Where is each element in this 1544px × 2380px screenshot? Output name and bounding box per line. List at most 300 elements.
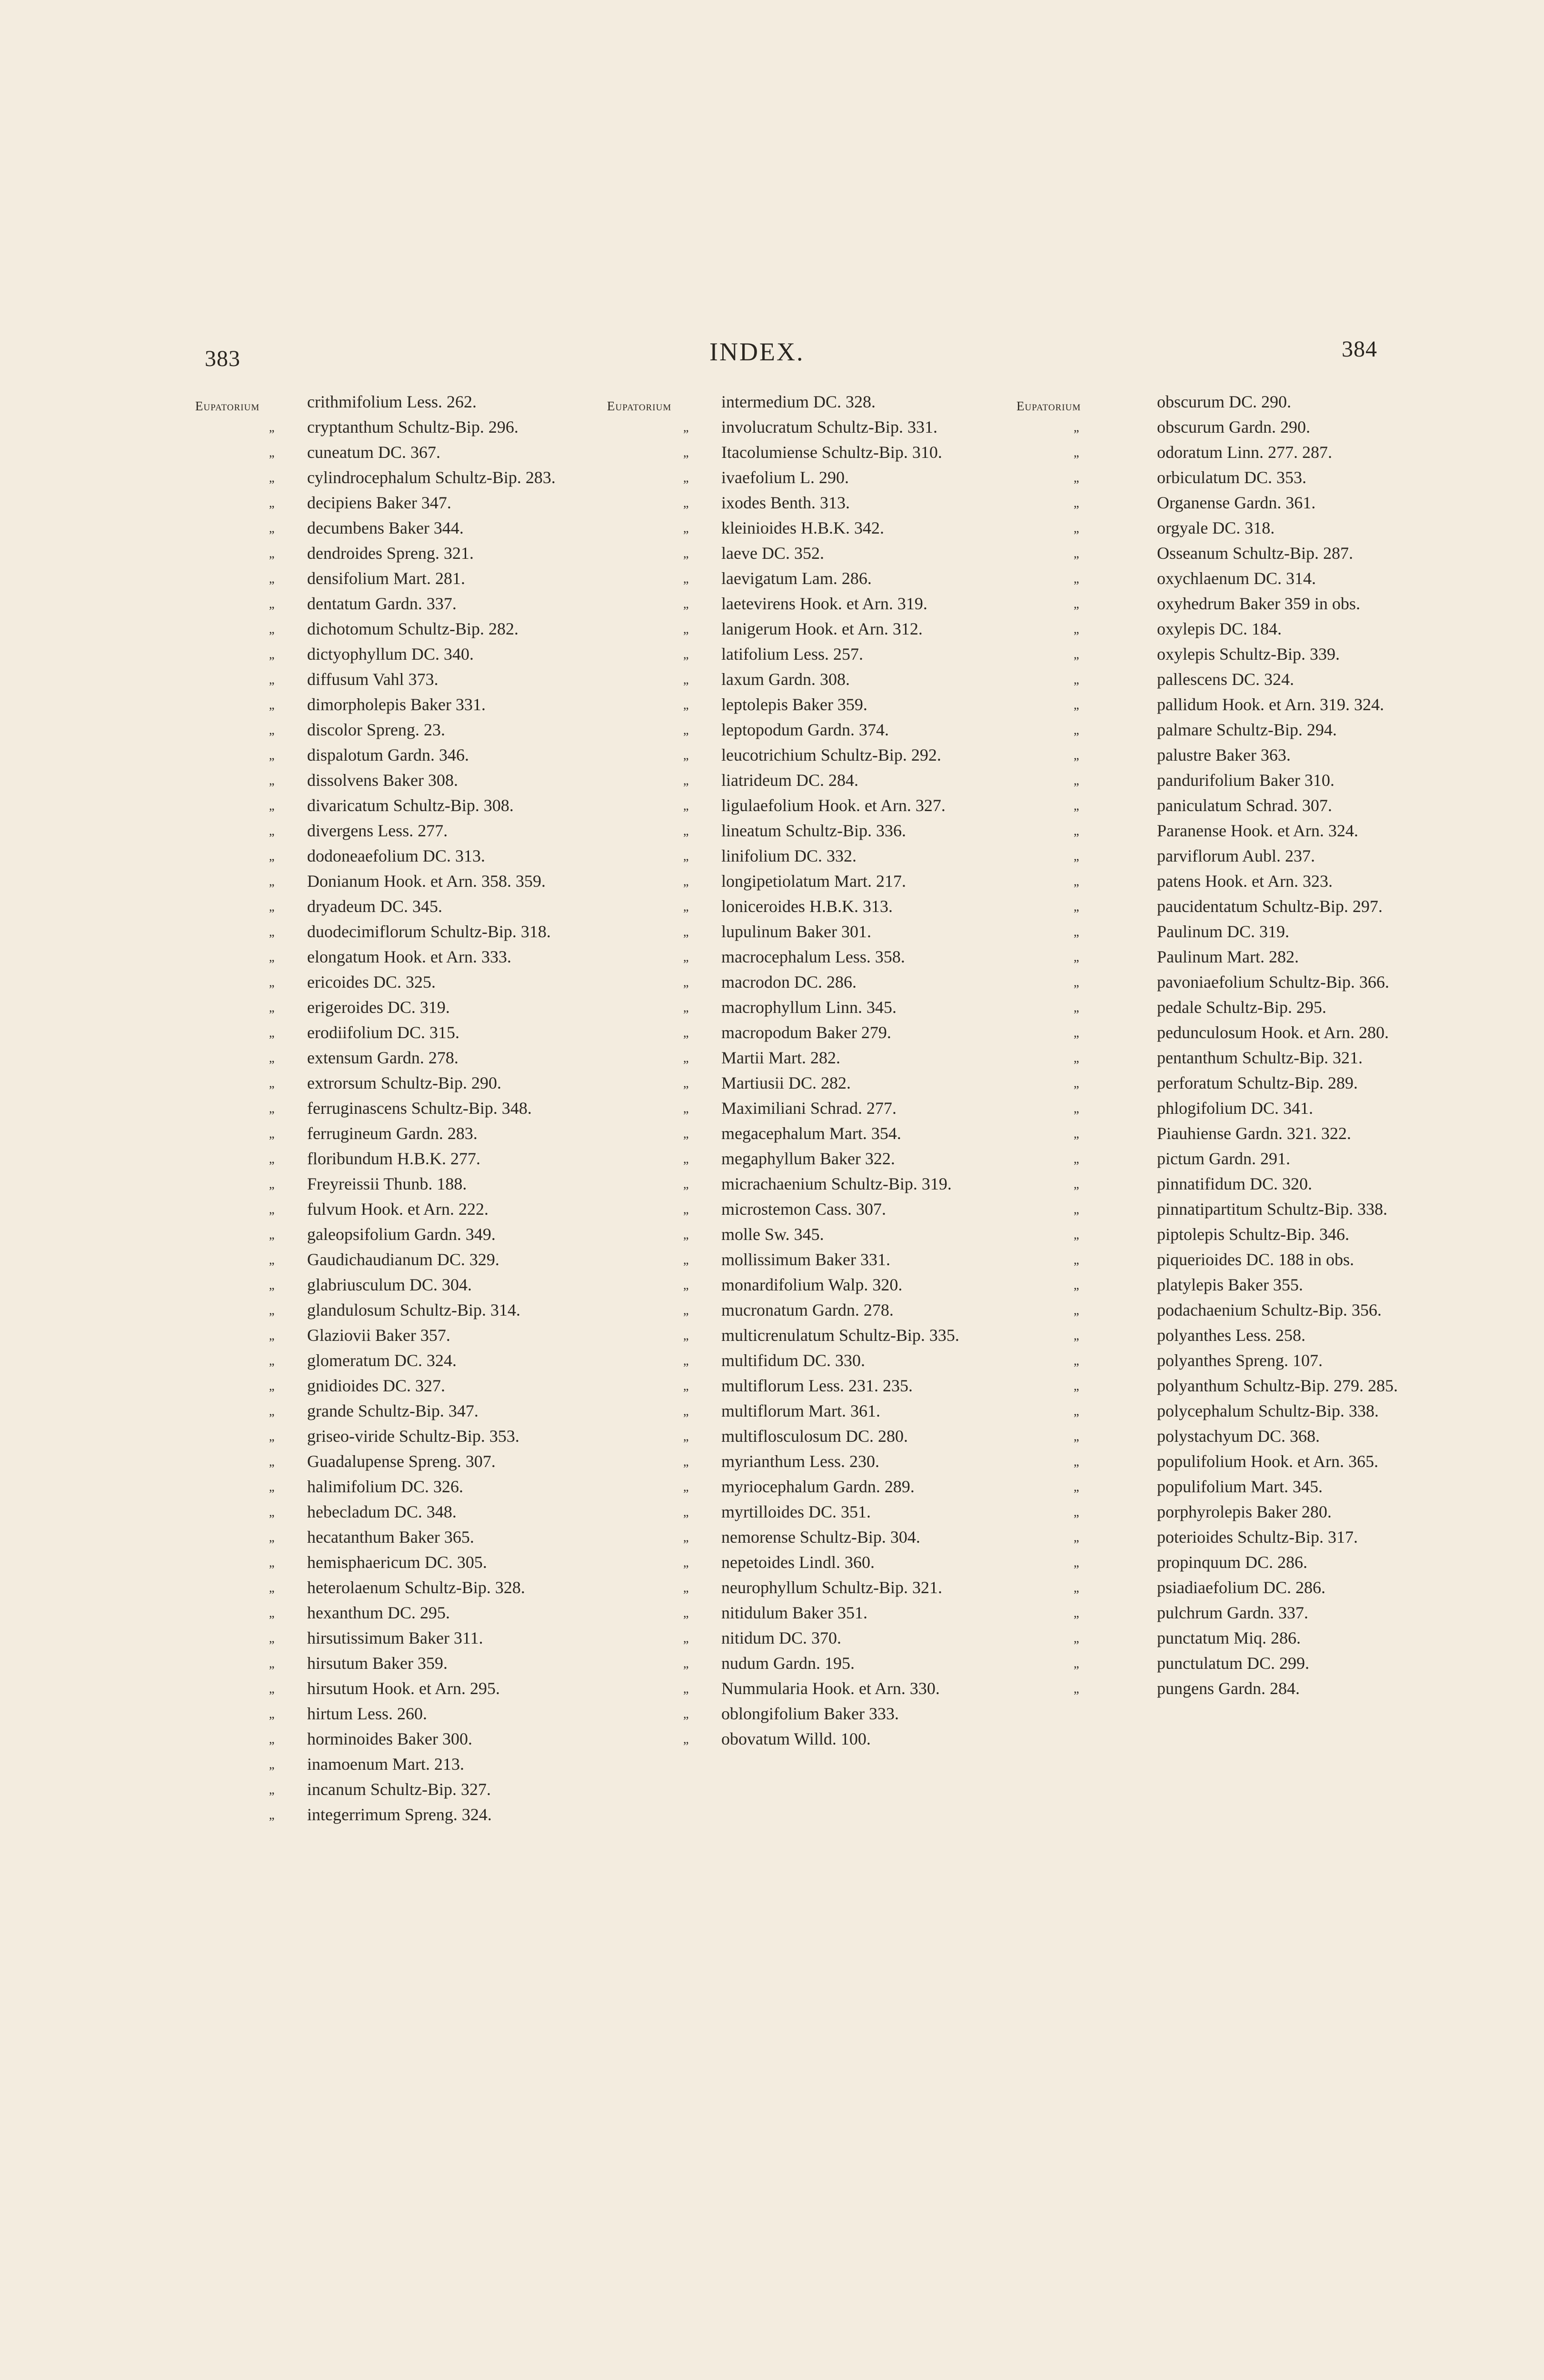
entry-text: divaricatum Schultz-Bip. 308. [307, 796, 514, 815]
ditto-mark: „ [683, 799, 689, 813]
entry-text: pentanthum Schultz-Bip. 321. [1157, 1048, 1363, 1067]
index-entry [195, 1726, 595, 1752]
index-entry [195, 944, 595, 970]
entry-text: nitidum DC. 370. [721, 1628, 842, 1647]
index-entry [195, 616, 595, 642]
genus-label: Eupatorium [1016, 399, 1081, 413]
index-entry [1024, 1600, 1424, 1626]
ditto-mark: „ [269, 698, 275, 712]
ditto-mark: „ [683, 1228, 689, 1241]
entry-text: hirtum Less. 260. [307, 1704, 427, 1723]
ditto-mark: „ [1074, 647, 1079, 661]
entry-text: laxum Gardn. 308. [721, 670, 850, 689]
index-entry [1024, 1197, 1424, 1222]
ditto-mark: „ [269, 1429, 275, 1443]
entry-text: multiflosculosum DC. 280. [721, 1427, 908, 1446]
entry-text: Donianum Hook. et Arn. 358. 359. [307, 872, 546, 891]
ditto-mark: „ [683, 1152, 689, 1166]
index-entry [607, 1373, 1007, 1398]
index-entry [607, 1197, 1007, 1222]
index-entry [607, 616, 1007, 642]
ditto-mark: „ [1074, 471, 1079, 485]
entry-text: kleinioides H.B.K. 342. [721, 518, 884, 537]
entry-text: pavoniaefolium Schultz-Bip. 366. [1157, 972, 1389, 992]
entry-text: orbiculatum DC. 353. [1157, 468, 1306, 487]
ditto-mark: „ [1074, 1581, 1079, 1595]
index-entry [1024, 440, 1424, 465]
entry-text: macrodon DC. 286. [721, 972, 857, 992]
index-entry [607, 566, 1007, 591]
entry-text: elongatum Hook. et Arn. 333. [307, 947, 511, 966]
index-entry [607, 1575, 1007, 1600]
entry-text: extrorsum Schultz-Bip. 290. [307, 1073, 501, 1092]
index-entry [1024, 1171, 1424, 1197]
entry-text: galeopsifolium Gardn. 349. [307, 1225, 496, 1244]
index-entry [195, 1398, 595, 1424]
ditto-mark: „ [269, 622, 275, 636]
ditto-mark: „ [269, 471, 275, 485]
ditto-mark: „ [683, 1429, 689, 1443]
index-entry [1024, 1651, 1424, 1676]
index-entry [607, 843, 1007, 869]
ditto-mark: „ [269, 1505, 275, 1519]
ditto-mark: „ [269, 1253, 275, 1267]
index-entry [1024, 1298, 1424, 1323]
index-entry [1024, 642, 1424, 667]
ditto-mark: „ [683, 1177, 689, 1191]
entry-text: diffusum Vahl 373. [307, 670, 438, 689]
index-entry [195, 768, 595, 793]
ditto-mark: „ [269, 1303, 275, 1317]
index-entry [1024, 1348, 1424, 1373]
index-entry [195, 1146, 595, 1171]
index-entry [1024, 894, 1424, 919]
ditto-mark: „ [683, 446, 689, 459]
index-entry [195, 1298, 595, 1323]
index-entry [607, 1222, 1007, 1247]
entry-text: lanigerum Hook. et Arn. 312. [721, 619, 923, 638]
ditto-mark: „ [1074, 597, 1079, 611]
ditto-mark: „ [1074, 1127, 1079, 1140]
entry-text: horminoides Baker 300. [307, 1729, 472, 1748]
entry-text: populifolium Hook. et Arn. 365. [1157, 1452, 1378, 1471]
entry-text: polystachyum DC. 368. [1157, 1427, 1320, 1446]
ditto-mark: „ [1074, 1001, 1079, 1014]
index-entry [1024, 1525, 1424, 1550]
ditto-mark: „ [269, 1656, 275, 1670]
entry-text: cryptanthum Schultz-Bip. 296. [307, 417, 518, 436]
entry-text: myriocephalum Gardn. 289. [721, 1477, 915, 1496]
entry-text: ferruginascens Schultz-Bip. 348. [307, 1099, 532, 1118]
entry-text: neurophyllum Schultz-Bip. 321. [721, 1578, 942, 1597]
index-entry [607, 642, 1007, 667]
ditto-mark: „ [269, 748, 275, 762]
index-entry [1024, 1575, 1424, 1600]
index-entry [1024, 1676, 1424, 1701]
ditto-mark: „ [683, 622, 689, 636]
index-entry [1024, 541, 1424, 566]
index-entry [607, 1171, 1007, 1197]
ditto-mark: „ [269, 1404, 275, 1418]
entry-text: multiflorum Mart. 361. [721, 1401, 880, 1420]
entry-text: piptolepis Schultz-Bip. 346. [1157, 1225, 1349, 1244]
index-entry [195, 1373, 595, 1398]
index-entry [607, 944, 1007, 970]
ditto-mark: „ [269, 647, 275, 661]
ditto-mark: „ [269, 420, 275, 434]
index-entry [1024, 1474, 1424, 1499]
entry-text: hecatanthum Baker 365. [307, 1527, 474, 1547]
entry-text: decumbens Baker 344. [307, 518, 464, 537]
entry-text: porphyrolepis Baker 280. [1157, 1502, 1332, 1521]
index-entry [195, 717, 595, 743]
ditto-mark: „ [269, 1808, 275, 1822]
ditto-mark: „ [269, 900, 275, 913]
entry-text: lupulinum Baker 301. [721, 922, 871, 941]
ditto-mark: „ [269, 1228, 275, 1241]
index-entry [1024, 566, 1424, 591]
index-entry [607, 465, 1007, 490]
entry-text: Gaudichaudianum DC. 329. [307, 1250, 499, 1269]
page-title: INDEX. [709, 337, 805, 366]
ditto-mark: „ [269, 1682, 275, 1696]
entry-text: platylepis Baker 355. [1157, 1275, 1303, 1294]
entry-text: polycephalum Schultz-Bip. 338. [1157, 1401, 1379, 1420]
entry-text: glandulosum Schultz-Bip. 314. [307, 1300, 520, 1319]
entry-text: laevigatum Lam. 286. [721, 569, 872, 588]
entry-text: incanum Schultz-Bip. 327. [307, 1780, 491, 1799]
entry-text: obovatum Willd. 100. [721, 1729, 871, 1748]
index-entry [1024, 692, 1424, 717]
ditto-mark: „ [1074, 1656, 1079, 1670]
ditto-mark: „ [269, 1732, 275, 1746]
entry-text: divergens Less. 277. [307, 821, 448, 840]
ditto-mark: „ [683, 925, 689, 939]
ditto-mark: „ [1074, 1682, 1079, 1696]
entry-text: Martiusii DC. 282. [721, 1073, 851, 1092]
ditto-mark: „ [1074, 1202, 1079, 1216]
ditto-mark: „ [269, 1556, 275, 1569]
ditto-mark: „ [683, 824, 689, 838]
index-entry [1024, 818, 1424, 843]
entry-text: dryadeum DC. 345. [307, 897, 442, 916]
genus-label: Eupatorium [195, 399, 260, 413]
index-entry [1024, 944, 1424, 970]
entry-text: Itacolumiense Schultz-Bip. 310. [721, 443, 942, 462]
index-entry [607, 995, 1007, 1020]
entry-text: pandurifolium Baker 310. [1157, 771, 1335, 790]
entry-text: linifolium DC. 332. [721, 846, 857, 865]
entry-text: lineatum Schultz-Bip. 336. [721, 821, 906, 840]
genus-label: Eupatorium [607, 399, 672, 413]
entry-text: parviflorum Aubl. 237. [1157, 846, 1315, 865]
entry-text: dimorpholepis Baker 331. [307, 695, 486, 714]
ditto-mark: „ [269, 950, 275, 964]
index-entry [195, 1424, 595, 1449]
ditto-mark: „ [1074, 572, 1079, 585]
ditto-mark: „ [683, 1581, 689, 1595]
ditto-mark: „ [683, 1455, 689, 1468]
ditto-mark: „ [269, 774, 275, 787]
ditto-mark: „ [1074, 1379, 1079, 1393]
ditto-mark: „ [1074, 849, 1079, 863]
index-entry [607, 440, 1007, 465]
ditto-mark: „ [269, 446, 275, 459]
entry-text: hemisphaericum DC. 305. [307, 1553, 487, 1572]
entry-text: palmare Schultz-Bip. 294. [1157, 720, 1337, 739]
index-entry [607, 1398, 1007, 1424]
ditto-mark: „ [1074, 1631, 1079, 1645]
entry-text: odoratum Linn. 277. 287. [1157, 443, 1332, 462]
ditto-mark: „ [683, 1505, 689, 1519]
entry-text: longipetiolatum Mart. 217. [721, 872, 906, 891]
entry-text: oxyhedrum Baker 359 in obs. [1157, 594, 1360, 613]
entry-text: Paulinum DC. 319. [1157, 922, 1290, 941]
index-entry [607, 1701, 1007, 1726]
right-page-number: 384 [1342, 337, 1377, 362]
ditto-mark: „ [1074, 1480, 1079, 1494]
entry-text: oblongifolium Baker 333. [721, 1704, 899, 1723]
entry-text: dichotomum Schultz-Bip. 282. [307, 619, 518, 638]
entry-text: pictum Gardn. 291. [1157, 1149, 1290, 1168]
index-entry [195, 591, 595, 616]
entry-text: nudum Gardn. 195. [721, 1654, 855, 1673]
ditto-mark: „ [1074, 546, 1079, 560]
index-entry [195, 490, 595, 516]
entry-text: orgyale DC. 318. [1157, 518, 1275, 537]
entry-text: oxychlaenum DC. 314. [1157, 569, 1316, 588]
entry-text: pulchrum Gardn. 337. [1157, 1603, 1308, 1622]
ditto-mark: „ [683, 1480, 689, 1494]
ditto-mark: „ [269, 1606, 275, 1620]
index-entry [1024, 1020, 1424, 1045]
entry-text: psiadiaefolium DC. 286. [1157, 1578, 1325, 1597]
ditto-mark: „ [269, 1581, 275, 1595]
ditto-mark: „ [683, 420, 689, 434]
index-entry [1024, 1449, 1424, 1474]
entry-list [1024, 389, 1424, 1701]
ditto-mark: „ [683, 698, 689, 712]
index-entry [195, 919, 595, 944]
ditto-mark: „ [269, 1152, 275, 1166]
index-entry [195, 970, 595, 995]
ditto-mark: „ [269, 546, 275, 560]
index-entry [607, 516, 1007, 541]
entry-text: punctatum Miq. 286. [1157, 1628, 1301, 1647]
ditto-mark: „ [1074, 975, 1079, 989]
index-entry [1024, 465, 1424, 490]
index-entry [195, 1499, 595, 1525]
index-entry [195, 1323, 595, 1348]
index-entry [1024, 768, 1424, 793]
index-entry [1024, 970, 1424, 995]
entry-text: Martii Mart. 282. [721, 1048, 840, 1067]
ditto-mark: „ [269, 1278, 275, 1292]
index-entry [607, 919, 1007, 944]
index-entry [195, 869, 595, 894]
ditto-mark: „ [683, 597, 689, 611]
entry-text: poterioides Schultz-Bip. 317. [1157, 1527, 1358, 1547]
ditto-mark: „ [683, 1076, 689, 1090]
index-entry [195, 1096, 595, 1121]
ditto-mark: „ [1074, 1228, 1079, 1241]
ditto-mark: „ [683, 1026, 689, 1040]
index-entry [195, 541, 595, 566]
index-entry [195, 465, 595, 490]
entry-text: dentatum Gardn. 337. [307, 594, 457, 613]
index-entry [1024, 1222, 1424, 1247]
index-entry [195, 1071, 595, 1096]
entry-text: decipiens Baker 347. [307, 493, 451, 512]
entry-text: involucratum Schultz-Bip. 331. [721, 417, 937, 436]
ditto-mark: „ [683, 1631, 689, 1645]
entry-text: populifolium Mart. 345. [1157, 1477, 1323, 1496]
ditto-mark: „ [1074, 446, 1079, 459]
entry-text: Organense Gardn. 361. [1157, 493, 1316, 512]
ditto-mark: „ [269, 849, 275, 863]
ditto-mark: „ [1074, 1278, 1079, 1292]
ditto-mark: „ [1074, 1303, 1079, 1317]
entry-text: nepetoides Lindl. 360. [721, 1553, 875, 1572]
index-entry [607, 1600, 1007, 1626]
entry-text: dodoneaefolium DC. 313. [307, 846, 485, 865]
index-entry [607, 743, 1007, 768]
ditto-mark: „ [269, 1455, 275, 1468]
index-entry [607, 1626, 1007, 1651]
ditto-mark: „ [683, 950, 689, 964]
index-entry [195, 1676, 595, 1701]
index-entry [195, 793, 595, 818]
ditto-mark: „ [1074, 1026, 1079, 1040]
ditto-mark: „ [269, 1530, 275, 1544]
index-entry [1024, 1323, 1424, 1348]
index-entry [195, 1272, 595, 1298]
entry-text: phlogifolium DC. 341. [1157, 1099, 1314, 1118]
index-entry [607, 1499, 1007, 1525]
index-entry [1024, 1550, 1424, 1575]
entry-text: monardifolium Walp. 320. [721, 1275, 903, 1294]
ditto-mark: „ [683, 1303, 689, 1317]
index-entry [195, 1197, 595, 1222]
index-entry [195, 1651, 595, 1676]
ditto-mark: „ [683, 1530, 689, 1544]
ditto-mark: „ [683, 975, 689, 989]
index-entry [195, 1575, 595, 1600]
index-entry [607, 415, 1007, 440]
entry-text: latifolium Less. 257. [721, 645, 863, 664]
entry-text: Nummularia Hook. et Arn. 330. [721, 1679, 940, 1698]
entry-text: propinquum DC. 286. [1157, 1553, 1308, 1572]
ditto-mark: „ [269, 673, 275, 686]
entry-text: griseo-viride Schultz-Bip. 353. [307, 1427, 519, 1446]
entry-text: Osseanum Schultz-Bip. 287. [1157, 544, 1353, 563]
index-entry [607, 1020, 1007, 1045]
index-entry [607, 1323, 1007, 1348]
page-header [0, 0, 1544, 381]
ditto-mark: „ [1074, 622, 1079, 636]
ditto-mark: „ [683, 546, 689, 560]
index-entry [195, 1045, 595, 1071]
entry-text: cuneatum DC. 367. [307, 443, 440, 462]
index-entry [1024, 415, 1424, 440]
entry-text: pallidum Hook. et Arn. 319. 324. [1157, 695, 1384, 714]
ditto-mark: „ [683, 1101, 689, 1115]
ditto-mark: „ [1074, 521, 1079, 535]
ditto-mark: „ [269, 925, 275, 939]
entry-text: Maximiliani Schrad. 277. [721, 1099, 897, 1118]
ditto-mark: „ [269, 975, 275, 989]
entry-text: leptolepis Baker 359. [721, 695, 867, 714]
index-entry [195, 1222, 595, 1247]
index-entry [1024, 1499, 1424, 1525]
entry-text: laeve DC. 352. [721, 544, 824, 563]
index-entry [195, 1247, 595, 1272]
entry-text: ericoides DC. 325. [307, 972, 436, 992]
ditto-mark: „ [683, 496, 689, 510]
index-entry [607, 1651, 1007, 1676]
index-entry [607, 970, 1007, 995]
index-entry [607, 1449, 1007, 1474]
ditto-mark: „ [683, 900, 689, 913]
ditto-mark: „ [1074, 1152, 1079, 1166]
index-entry [1024, 793, 1424, 818]
entry-text: megacephalum Mart. 354. [721, 1124, 901, 1143]
entry-text: glabriusculum DC. 304. [307, 1275, 472, 1294]
entry-text: Freyreissii Thunb. 188. [307, 1174, 467, 1193]
entry-text: piquerioides DC. 188 in obs. [1157, 1250, 1354, 1269]
index-entry [1024, 717, 1424, 743]
index-entry [607, 894, 1007, 919]
index-entry [607, 1096, 1007, 1121]
ditto-mark: „ [1074, 1429, 1079, 1443]
entry-text: paniculatum Schrad. 307. [1157, 796, 1332, 815]
index-entry [607, 869, 1007, 894]
entry-text: palustre Baker 363. [1157, 745, 1291, 764]
entry-text: ixodes Benth. 313. [721, 493, 850, 512]
ditto-mark: „ [269, 1707, 275, 1721]
index-entry [607, 1121, 1007, 1146]
entry-text: Piauhiense Gardn. 321. 322. [1157, 1124, 1351, 1143]
entry-text: multifidum DC. 330. [721, 1351, 866, 1370]
ditto-mark: „ [269, 1480, 275, 1494]
index-entry [607, 667, 1007, 692]
ditto-mark: „ [1074, 748, 1079, 762]
index-entry [607, 1146, 1007, 1171]
entry-text: polyanthes Less. 258. [1157, 1326, 1305, 1345]
index-entry [1024, 1071, 1424, 1096]
index-entry [607, 1474, 1007, 1499]
entry-text: liatrideum DC. 284. [721, 771, 858, 790]
ditto-mark: „ [1074, 900, 1079, 913]
ditto-mark: „ [683, 673, 689, 686]
entry-text: macrocephalum Less. 358. [721, 947, 905, 966]
index-entry [607, 1525, 1007, 1550]
entry-text: microstemon Cass. 307. [721, 1200, 886, 1219]
entry-text: grande Schultz-Bip. 347. [307, 1401, 478, 1420]
ditto-mark: „ [269, 1127, 275, 1140]
index-entry [195, 1348, 595, 1373]
index-entry [1024, 1096, 1424, 1121]
index-entry [607, 1045, 1007, 1071]
entry-text: inamoenum Mart. 213. [307, 1755, 464, 1774]
ditto-mark: „ [683, 1682, 689, 1696]
ditto-mark: „ [683, 723, 689, 737]
entry-text: mollissimum Baker 331. [721, 1250, 890, 1269]
index-entry [1024, 1247, 1424, 1272]
ditto-mark: „ [269, 1177, 275, 1191]
ditto-mark: „ [683, 1656, 689, 1670]
index-entry [195, 1701, 595, 1726]
